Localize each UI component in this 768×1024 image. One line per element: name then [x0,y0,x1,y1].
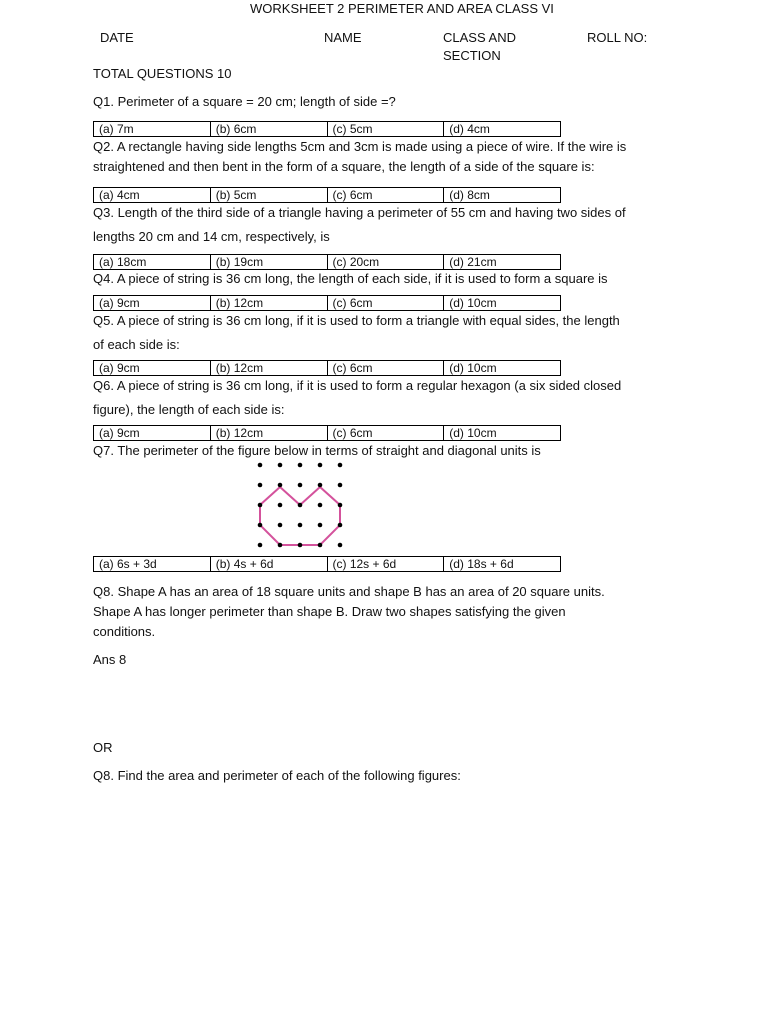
grid-dot [258,523,263,528]
options-q5 [93,360,561,376]
option-b: (b) 6cm [210,122,327,136]
option-b: (b) 4s + 6d [210,557,327,571]
class-label-line2: SECTION [443,48,501,63]
roll-no-label: ROLL NO: [587,30,648,45]
option-a: (a) 18cm [99,255,147,269]
grid-dot [318,463,323,468]
grid-dot [338,463,343,468]
grid-dot [338,483,343,488]
options-q3 [93,254,561,270]
grid-dot [338,503,343,508]
option-d: (d) 18s + 6d [443,557,560,571]
answer-8-label: Ans 8 [93,652,127,667]
grid-dot [258,483,263,488]
figure-outline [260,487,340,545]
option-c: (c) 6cm [327,188,444,202]
dot-grid-figure [255,459,350,551]
question-7: Q7. The perimeter of the figure below in terms of straight and diagonal units is [93,443,541,458]
option-c: (c) 6cm [327,426,444,440]
grid-dot [298,543,303,548]
option-b: (b) 12cm [210,361,327,375]
option-a: (a) 9cm [99,296,140,310]
options-q7 [93,556,561,572]
grid-dot [318,543,323,548]
grid-dot [298,503,303,508]
grid-dot [318,503,323,508]
option-a: (a) 9cm [99,426,140,440]
total-questions: TOTAL QUESTIONS 10 [93,66,232,81]
grid-dot [278,523,283,528]
grid-dot [258,463,263,468]
option-b: (b) 5cm [210,188,327,202]
options-q4 [93,295,561,311]
class-label-line1: CLASS AND [443,30,516,45]
question-8-line3: conditions. [93,624,156,639]
question-6-line1: Q6. A piece of string is 36 cm long, if it is used to form a regular hexagon (a six sided closed [93,378,622,393]
option-d: (d) 8cm [443,188,560,202]
option-c: (c) 6cm [327,361,444,375]
option-b: (b) 19cm [210,255,327,269]
option-a: (a) 7m [99,122,134,136]
grid-dot [298,483,303,488]
options-q6 [93,425,561,441]
grid-dot [338,543,343,548]
question-8-alternate: Q8. Find the area and perimeter of each of the following figures: [93,768,461,783]
date-label: DATE [100,30,134,45]
grid-dot [278,483,283,488]
options-q1 [93,121,561,137]
question-8-line2: Shape A has longer perimeter than shape B. Draw two shapes satisfying the given [93,604,566,619]
option-c: (c) 5cm [327,122,444,136]
question-5-line1: Q5. A piece of string is 36 cm long, if it is used to form a triangle with equal sides, the length [93,313,620,328]
question-2: Q2. A rectangle having side lengths 5cm and 3cm is made using a piece of wire. If the wire is straightened and then bent in the form of a square, the length of a side of the square is: [93,139,627,174]
question-4: Q4. A piece of string is 36 cm long, the length of each side, if it is used to form a square is [93,271,608,286]
question-3-line1: Q3. Length of the third side of a triangle having a perimeter of 55 cm and having two sides of [93,205,626,220]
grid-dot [298,523,303,528]
grid-dot [278,463,283,468]
option-b: (b) 12cm [210,296,327,310]
question-8-line1: Q8. Shape A has an area of 18 square units and shape B has an area of 20 square units. [93,584,605,599]
option-c: (c) 6cm [327,296,444,310]
grid-dot [258,503,263,508]
option-d: (d) 10cm [443,361,560,375]
option-b: (b) 12cm [210,426,327,440]
option-d: (d) 10cm [443,296,560,310]
grid-dot [318,523,323,528]
question-6-line2: figure), the length of each side is: [93,402,285,417]
question-5-line2: of each side is: [93,337,180,352]
option-d: (d) 10cm [443,426,560,440]
grid-dot [298,463,303,468]
option-a: (a) 9cm [99,361,140,375]
worksheet-title: WORKSHEET 2 PERIMETER AND AREA CLASS VI [250,1,554,16]
question-1: Q1. Perimeter of a square = 20 cm; length of side =? [93,94,396,109]
name-label: NAME [324,30,362,45]
grid-dot [318,483,323,488]
grid-dot [258,543,263,548]
grid-dot [278,503,283,508]
option-d: (d) 4cm [443,122,560,136]
grid-dot [338,523,343,528]
option-c: (c) 12s + 6d [327,557,444,571]
option-a: (a) 4cm [99,188,140,202]
option-c: (c) 20cm [327,255,444,269]
grid-dot [278,543,283,548]
option-a: (a) 6s + 3d [99,557,157,571]
option-d: (d) 21cm [443,255,560,269]
question-3-line2: lengths 20 cm and 14 cm, respectively, is [93,229,330,244]
options-q2 [93,187,561,203]
or-label: OR [93,740,113,755]
